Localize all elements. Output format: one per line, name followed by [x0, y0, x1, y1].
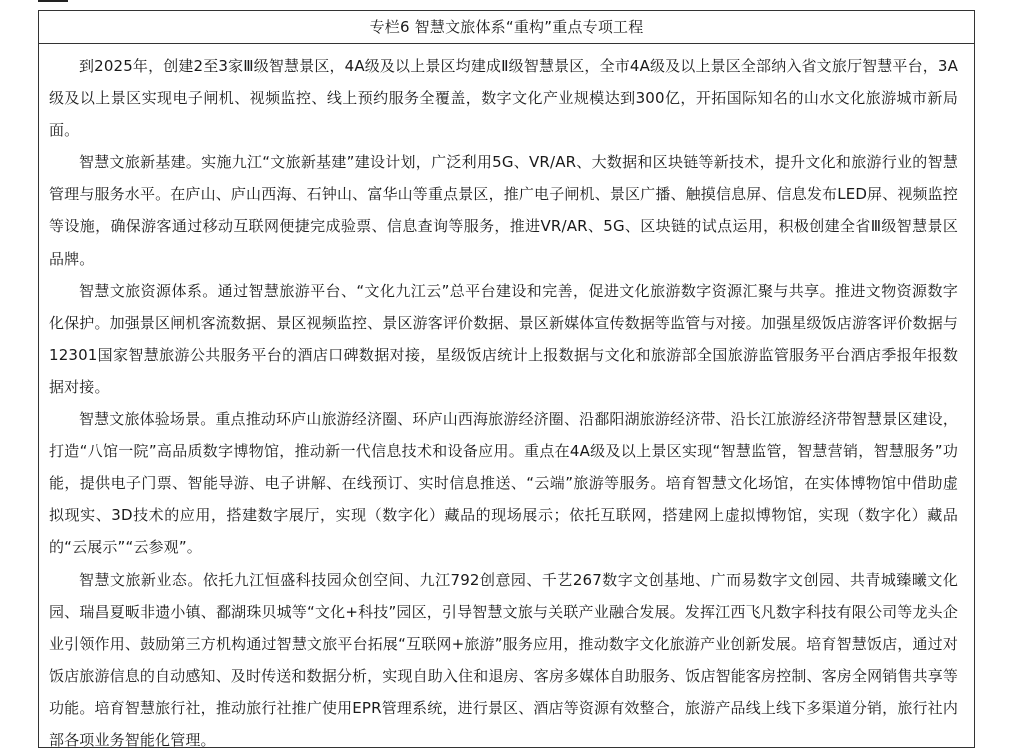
- special-column-panel: [38, 10, 975, 748]
- paragraph-new-formats: 智慧文旅新业态。依托九江恒盛科技园众创空间、九江792创意园、千艺267数字文创基地、广而易数字文创园、共青城臻曦文化园、瑞昌夏畈非遗小镇、鄱湖珠贝城等“文化+科技”园区，引导智慧文旅与关联产业融合发展。发挥江西飞凡数字科技有限公司等龙头企业引领作用、鼓励第三方机构通过智慧文旅平台拓展“互联网+旅游”服务应用，推动数字文化旅游产业创新发展。培育智慧饭店，通过对饭店旅游信息的自动感知、及时传送和数据分析，实现自助入住和退房、客房多媒体自助服务、饭店智能客房控制、客房全网销售共享等功能。培育智慧旅行社，推动旅行社推广使用EPR管理系统，进行景区、酒店等资源有效整合，旅游产品线上线下多渠道分销，旅行社内部各项业务智能化管理。: [49, 564, 958, 756]
- panel-title: 专栏6 智慧文旅体系“重构”重点专项工程: [39, 11, 974, 44]
- panel-body: [39, 44, 974, 756]
- paragraph-goals: 到2025年，创建2至3家Ⅲ级智慧景区，4A级及以上景区均建成Ⅱ级智慧景区，全市4A级及以上景区全部纳入省文旅厅智慧平台，3A级及以上景区实现电子闸机、视频监控、线上预约服务全覆盖，数字文化产业规模达到300亿，开拓国际知名的山水文化旅游城市新局面。: [49, 50, 958, 146]
- paragraph-new-infrastructure: 智慧文旅新基建。实施九江“文旅新基建”建设计划，广泛利用5G、VR/AR、大数据和区块链等新技术，提升文化和旅游行业的智慧管理与服务水平。在庐山、庐山西海、石钟山、富华山等重点景区，推广电子闸机、景区广播、触摸信息屏、信息发布LED屏、视频监控等设施，确保游客通过移动互联网便捷完成验票、信息查询等服务，推进VR/AR、5G、区块链的试点运用，积极创建全省Ⅲ级智慧景区品牌。: [49, 146, 958, 274]
- clipped-heading-fragment: [38, 0, 74, 4]
- paragraph-resource-system: 智慧文旅资源体系。通过智慧旅游平台、“文化九江云”总平台建设和完善，促进文化旅游数字资源汇聚与共享。推进文物资源数字化保护。加强景区闸机客流数据、景区视频监控、景区游客评价数据、景区新媒体宣传数据等监管与对接。加强星级饭店游客评价数据与12301国家智慧旅游公共服务平台的酒店口碑数据对接，星级饭店统计上报数据与文化和旅游部全国旅游监管服务平台酒店季报年报数据对接。: [49, 275, 958, 403]
- paragraph-experience-scenes: 智慧文旅体验场景。重点推动环庐山旅游经济圈、环庐山西海旅游经济圈、沿鄱阳湖旅游经济带、沿长江旅游经济带智慧景区建设，打造“八馆一院”高品质数字博物馆，推动新一代信息技术和设备应用。重点在4A级及以上景区实现“智慧监管，智慧营销，智慧服务”功能，提供电子门票、智能导游、电子讲解、在线预订、实时信息推送、“云端”旅游等服务。培育智慧文化场馆，在实体博物馆中借助虚拟现实、3D技术的应用，搭建数字展厅，实现（数字化）藏品的现场展示；依托互联网，搭建网上虚拟博物馆，实现（数字化）藏品的“云展示”“云参观”。: [49, 403, 958, 563]
